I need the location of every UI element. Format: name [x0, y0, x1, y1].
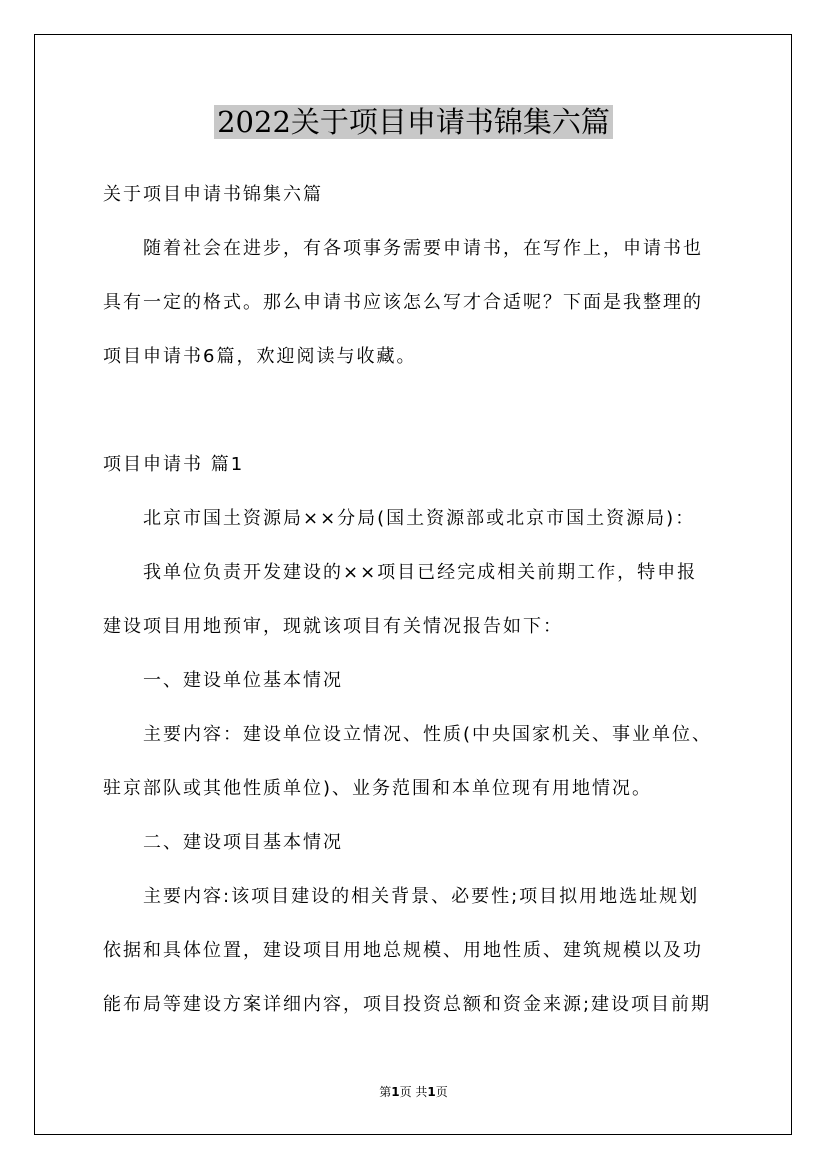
- page-footer: [0, 1084, 827, 1100]
- footer-suffix: 页: [435, 1085, 448, 1099]
- footer-prefix: 第: [379, 1085, 392, 1099]
- paragraph-line: 驻京部队或其他性质单位)、业务范围和本单位现有用地情况。: [103, 778, 653, 799]
- page-total: 1: [427, 1085, 436, 1099]
- paragraph-line: 主要内容：建设单位设立情况、性质(中央国家机关、事业单位、: [143, 724, 713, 745]
- footer-mid: 页 共: [399, 1085, 428, 1099]
- paragraph-line: 随着社会在进步，有各项事务需要申请书，在写作上，申请书也: [143, 238, 703, 259]
- subsection-heading: 二、建设项目基本情况: [143, 832, 343, 853]
- paragraph-line: 建设项目用地预审，现就该项目有关情况报告如下：: [103, 616, 563, 637]
- subsection-heading: 一、建设单位基本情况: [143, 670, 343, 691]
- paragraph-line: 能布局等建设方案详细内容，项目投资总额和资金来源;建设项目前期: [103, 994, 712, 1015]
- paragraph-line: 主要内容:该项目建设的相关背景、必要性;项目拟用地选址规划: [143, 886, 700, 907]
- paragraph-line: 北京市国土资源局××分局(国土资源部或北京市国土资源局)：: [143, 508, 696, 529]
- paragraph-line: 项目申请书6篇，欢迎阅读与收藏。: [103, 346, 417, 367]
- document-title: [0, 100, 827, 144]
- title-text: 2022关于项目申请书锦集六篇: [214, 105, 613, 139]
- page-number: 1: [391, 1085, 400, 1099]
- subtitle-line: 关于项目申请书锦集六篇: [103, 184, 323, 205]
- paragraph-line: 具有一定的格式。那么申请书应该怎么写才合适呢？下面是我整理的: [103, 292, 703, 313]
- paragraph-line: 依据和具体位置，建设项目用地总规模、用地性质、建筑规模以及功: [103, 940, 703, 961]
- paragraph-line: 我单位负责开发建设的××项目已经完成相关前期工作，特申报: [143, 562, 698, 583]
- section-heading: 项目申请书 篇1: [103, 454, 245, 475]
